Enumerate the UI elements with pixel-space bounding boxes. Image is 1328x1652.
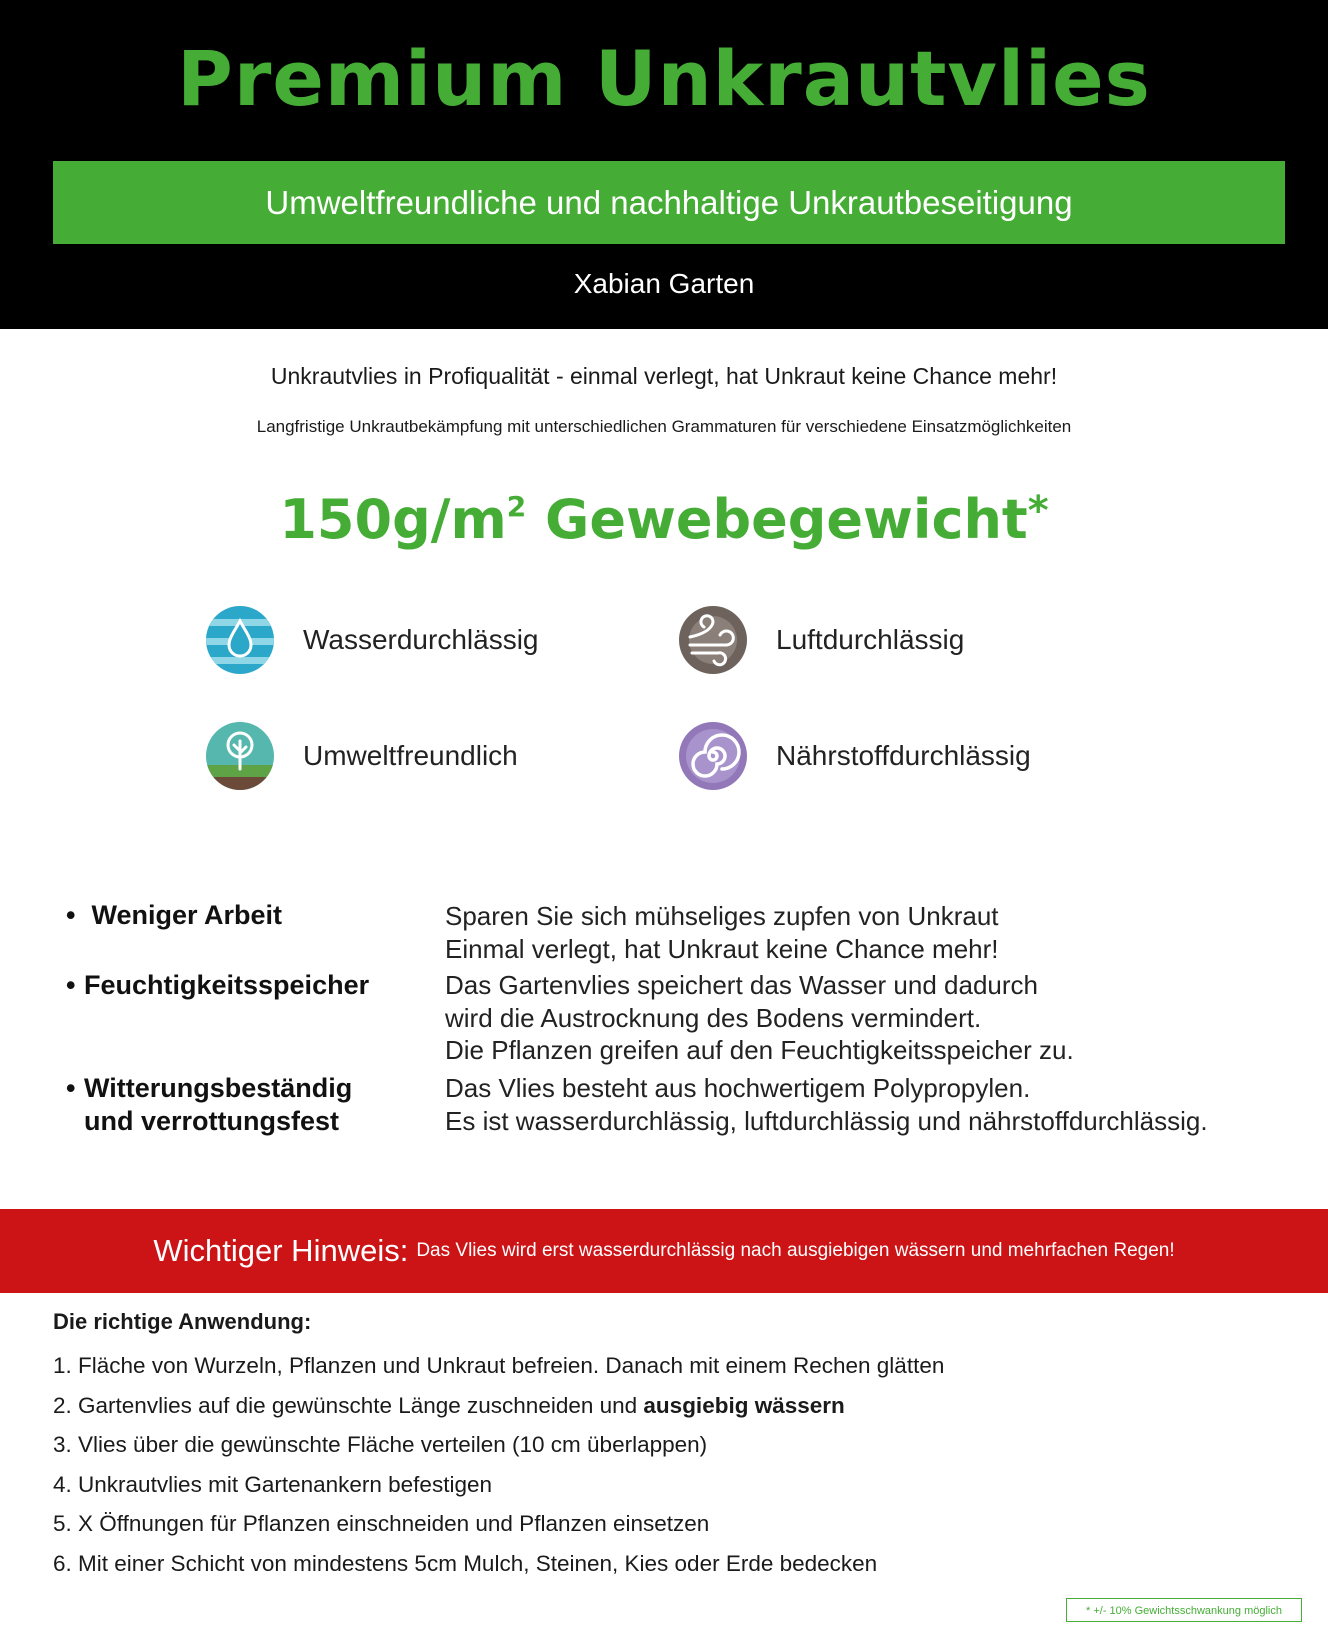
notice-text: Das Vlies wird erst wasserdurchlässig nach ausgiebigen wässern und mehrfachen Regen! xyxy=(416,1240,1175,1261)
feature-water xyxy=(205,604,538,676)
tree-icon xyxy=(205,721,275,791)
benefit-description: Das Vlies besteht aus hochwertigem Polypropylen. Es ist wasserdurchlässig, luftdurchlässig und nährstoffdurchlässig. xyxy=(445,1073,1208,1136)
bullet: • xyxy=(66,900,76,930)
instruction-step: 3. Vlies über die gewünschte Fläche verteilen (10 cm überlappen) xyxy=(53,1432,708,1457)
instructions-title: Die richtige Anwendung: xyxy=(53,1309,312,1334)
subtitle-bar: Umweltfreundliche und nachhaltige Unkrautbeseitigung xyxy=(53,161,1285,244)
feature-air xyxy=(678,604,964,676)
benefit-description: Das Gartenvlies speichert das Wasser und dadurch wird die Austrocknung des Bodens vermindert. Die Pflanzen greifen auf den Feuchtigkeitsspeicher zu. xyxy=(445,970,1074,1065)
weight-superscript: 2 xyxy=(506,490,527,523)
instruction-step: 4. Unkrautvlies mit Gartenankern befestigen xyxy=(53,1471,492,1497)
instruction-step: 5. X Öffnungen für Pflanzen einschneiden und Pflanzen einsetzen xyxy=(53,1511,710,1536)
weight-label: Gewebegewicht xyxy=(545,488,1028,551)
feature-eco xyxy=(205,720,518,792)
feature-nutrients xyxy=(678,720,1031,792)
weight-value: 150g/m xyxy=(279,488,507,551)
feature-label: Wasserdurchlässig xyxy=(303,624,539,655)
benefit-title: • Weniger Arbeit xyxy=(66,900,283,930)
air-swirl-icon xyxy=(678,605,748,675)
brand-name: Xabian Garten xyxy=(573,268,755,299)
instruction-step: 1. Fläche von Wurzeln, Pflanzen und Unkraut befreien. Danach mit einem Rechen glätten xyxy=(53,1353,945,1378)
page-title: Premium Unkrautvlies xyxy=(177,34,1151,123)
usage-instructions xyxy=(53,1307,944,1583)
instruction-step: 6. Mit einer Schicht von mindestens 5cm Mulch, Steinen, Kies oder Erde bedecken xyxy=(53,1550,878,1576)
important-notice xyxy=(0,1209,1328,1293)
bullet: • xyxy=(66,970,76,1000)
water-drop-icon xyxy=(205,605,275,675)
benefit-title: • Feuchtigkeitsspeicher xyxy=(66,970,370,1000)
weight-footnote: * +/- 10% Gewichtsschwankung möglich xyxy=(1066,1598,1302,1622)
bullet: • xyxy=(66,1073,76,1103)
fabric-weight xyxy=(0,488,1328,551)
instruction-step: 2. Gartenvlies auf die gewünschte Länge zuschneiden und ausgiebig wässern xyxy=(53,1392,845,1418)
tagline: Unkrautvlies in Profiqualität - einmal verlegt, hat Unkraut keine Chance mehr! xyxy=(270,363,1058,389)
notice-label: Wichtiger Hinweis: xyxy=(153,1233,409,1268)
benefit-description: Sparen Sie sich mühseliges zupfen von Unkraut Einmal verlegt, hat Unkraut keine Chance mehr! xyxy=(445,901,999,964)
header-banner xyxy=(0,0,1328,329)
feature-label: Nährstoffdurchlässig xyxy=(776,740,1031,771)
benefit-title: • Witterungsbeständig und verrottungsfest xyxy=(66,1073,353,1136)
feature-label: Luftdurchlässig xyxy=(776,624,965,655)
weight-asterisk: * xyxy=(1027,488,1049,534)
feature-label: Umweltfreundlich xyxy=(303,740,518,771)
nutrient-spiral-icon xyxy=(678,721,748,791)
subline: Langfristige Unkrautbekämpfung mit unterschiedlichen Grammaturen für verschiedene Einsatzmöglichkeiten xyxy=(256,417,1072,436)
